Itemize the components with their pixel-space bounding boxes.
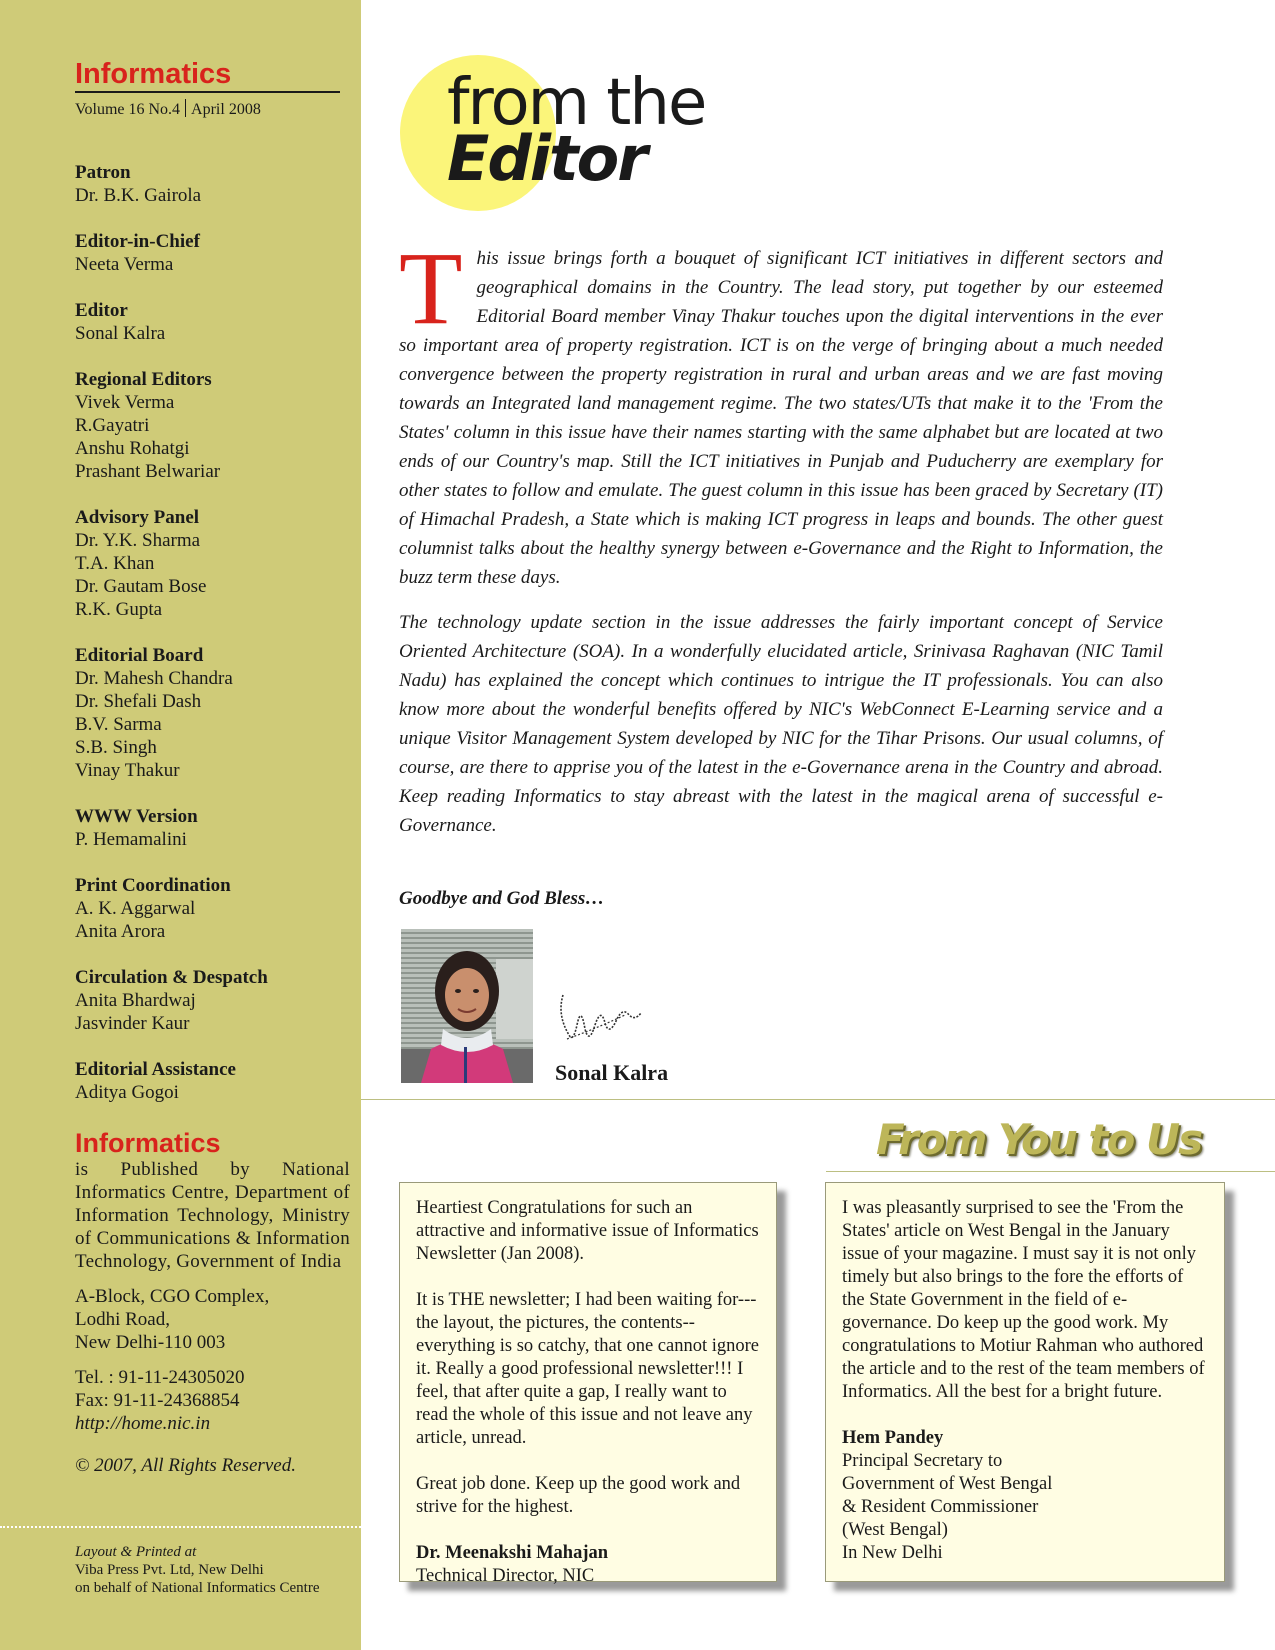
staff-role: Regional Editors [75, 369, 212, 390]
letter-card [825, 1182, 1225, 1582]
staff-role: Editorial Board [75, 645, 204, 666]
telephone: Tel. : 91-11-24305020 [75, 1367, 245, 1388]
staff-name: Vinay Thakur [75, 760, 180, 781]
publisher-contact [75, 1366, 350, 1435]
staff-name: Sonal Kalra [75, 323, 166, 344]
staff-name: R.Gayatri [75, 415, 150, 436]
staff-name: Dr. B.K. Gairola [75, 185, 202, 206]
staff-name: Prashant Belwariar [75, 461, 221, 482]
letter-card [399, 1182, 777, 1586]
staff-group [75, 805, 345, 851]
staff-name: Aditya Gogoi [75, 1082, 179, 1103]
letter-author-title: Government of West Bengal [842, 1474, 1053, 1494]
signature-name: Sonal Kalra [555, 1060, 669, 1085]
letter-paragraph: Heartiest Congratulations for such an attractive and informative issue of Informatics Newsletter (Jan 2008). [416, 1198, 759, 1264]
staff-name: P. Hemamalini [75, 829, 187, 850]
staff-name: Jasvinder Kaur [75, 1013, 190, 1034]
issue-line [75, 99, 340, 119]
letter-paragraph: It is THE newsletter; I had been waiting for--- the layout, the pictures, the contents--everything is so catchy, that one cannot ignore it. Really a good professional newsletter!!! I feel, that after quite a gap, I really want to read the whole of this issue and not leave any article, unread. [416, 1290, 759, 1448]
staff-name: Anshu Rohatgi [75, 438, 190, 459]
printer-behalf: on behalf of National Informatics Centre [75, 1580, 320, 1596]
editorial-paragraph-2: The technology update section in the issue addresses the fairly important concept of Service Oriented Architecture (SOA). In a wonderfully elucidated article, Srinivasa Raghavan (NIC Tamil Nadu) has explained the concept which continues to intrigue the IT professionals. You can also know more about the wonderful benefits offered by NIC's WebConnect E-Learning service and a unique Visitor Management System developed by NIC for the Tihar Prisons. Our usual columns, of course, are there to apprise you of the latest in the e-Governance arena in the Country and abroad. Keep reading Informatics to stay abreast with the latest in the magical arena of successful e-Governance. [399, 612, 1163, 836]
website-link[interactable]: http://home.nic.in [75, 1413, 211, 1434]
fax: Fax: 91-11-24368854 [75, 1390, 240, 1411]
staff-group [75, 230, 345, 276]
letter-author: Hem Pandey [842, 1428, 944, 1448]
address-line: New Delhi-110 003 [75, 1332, 226, 1353]
issue-date: April 2008 [191, 101, 261, 118]
staff-role: Circulation & Despatch [75, 967, 268, 988]
paragraph-text: his issue brings forth a bouquet of significant ICT initiatives in different sectors and geographical domains in the Country. The lead story, put together by our esteemed Editorial Board member Vinay Thakur touches upon the digital interventions in the ever so important area of property registration. ICT is on the verge of bringing about a much needed convergence between the property registration in rural and urban areas and we are fast moving towards an Integrated land management regime. The two states/UTs that make it to the 'From the States' column in this issue have their names starting with the same alphabet but are located at two ends of our Country's map. Still the ICT initiatives in Punjab and Puducherry are exemplary for other states to follow and emulate. The guest column in this issue has been graced by Secretary (IT) of Himachal Pradesh, a State which is making ICT progress in leaps and bounds. The other guest columnist talks about the healthy synergy between e-Governance and the Right to Information, the buzz term these days. [399, 248, 1163, 588]
staff-name: Dr. Y.K. Sharma [75, 530, 201, 551]
letter-author: Dr. Meenakshi Mahajan [416, 1543, 609, 1563]
editor-heading-line2: Editor [447, 122, 646, 195]
publisher-brand: Informatics [75, 1128, 221, 1158]
staff-list [75, 161, 345, 1127]
staff-role: Print Coordination [75, 875, 231, 896]
printer-name: Viba Press Pvt. Ltd, New Delhi [75, 1562, 264, 1578]
heading-divider [826, 1171, 1275, 1172]
staff-name: Neeta Verma [75, 254, 174, 275]
staff-group [75, 1058, 345, 1104]
volume-label: Volume 16 No.4 [75, 101, 181, 118]
staff-group [75, 966, 345, 1035]
publisher-address [75, 1285, 350, 1354]
editorial-text [399, 231, 1163, 856]
staff-name: Dr. Mahesh Chandra [75, 668, 233, 689]
dotted-divider [0, 1526, 361, 1528]
letter-author-title: & Resident Commissioner [842, 1497, 1039, 1517]
printer-label: Layout & Printed at [75, 1544, 197, 1560]
staff-name: A. K. Aggarwal [75, 898, 196, 919]
drop-cap: T [399, 231, 463, 346]
letter-paragraph: I was pleasantly surprised to see the 'From the States' article on West Bengal in the January issue of your magazine. I must say it is not only timely but also brings to the fore the efforts of the State Government in the field of e-governance. Do keep up the good work. My congratulations to Motiur Rahman who authored the article and to the rest of the team members of Informatics. All the best for a bright future. [842, 1198, 1205, 1402]
letter-paragraph: Great job done. Keep up the good work and strive for the highest. [416, 1474, 741, 1517]
staff-role: WWW Version [75, 806, 198, 827]
publisher-info [75, 1128, 350, 1477]
address-line: Lodhi Road, [75, 1309, 170, 1330]
staff-group [75, 299, 345, 345]
staff-name: S.B. Singh [75, 737, 157, 758]
editorial-paragraph-1 [399, 231, 1163, 592]
letters-heading: From You to Us [876, 1115, 1202, 1164]
address-line: A-Block, CGO Complex, [75, 1286, 270, 1307]
publisher-description: is Published by National Informatics Centre, Department of Information Technology, Ministry of Communications & Information Technology, Government of India [75, 1159, 350, 1272]
staff-name: Anita Arora [75, 921, 166, 942]
staff-name: R.K. Gupta [75, 599, 163, 620]
letter-author-title: Principal Secretary to [842, 1451, 1003, 1471]
staff-group [75, 506, 345, 621]
closing-line: Goodbye and God Bless… [399, 888, 605, 909]
staff-role: Advisory Panel [75, 507, 200, 528]
letter-author-title: (West Bengal) [842, 1520, 948, 1540]
signature-image [555, 985, 645, 1055]
staff-role: Editorial Assistance [75, 1059, 236, 1080]
staff-role: Editor [75, 300, 128, 321]
editor-heading-line1: from the [447, 66, 706, 140]
masthead [75, 58, 340, 119]
staff-name: B.V. Sarma [75, 714, 162, 735]
letter-author-title: Technical Director, NIC [416, 1566, 595, 1586]
staff-group [75, 368, 345, 483]
staff-name: T.A. Khan [75, 553, 155, 574]
staff-group [75, 874, 345, 943]
staff-name: Vivek Verma [75, 392, 175, 413]
staff-name: Anita Bhardwaj [75, 990, 196, 1011]
section-divider [361, 1099, 1275, 1100]
editor-photo [401, 929, 533, 1083]
staff-role: Editor-in-Chief [75, 231, 200, 252]
staff-group [75, 644, 345, 782]
staff-group [75, 161, 345, 207]
staff-name: Dr. Gautam Bose [75, 576, 207, 597]
issue-separator [185, 99, 186, 117]
staff-name: Dr. Shefali Dash [75, 691, 202, 712]
printer-info [75, 1543, 355, 1597]
copyright: © 2007, All Rights Reserved. [75, 1455, 296, 1476]
staff-role: Patron [75, 162, 131, 183]
sidebar [0, 0, 361, 1650]
masthead-brand: Informatics [75, 58, 340, 93]
portrait-image [401, 929, 533, 1083]
letter-author-title: In New Delhi [842, 1543, 943, 1563]
